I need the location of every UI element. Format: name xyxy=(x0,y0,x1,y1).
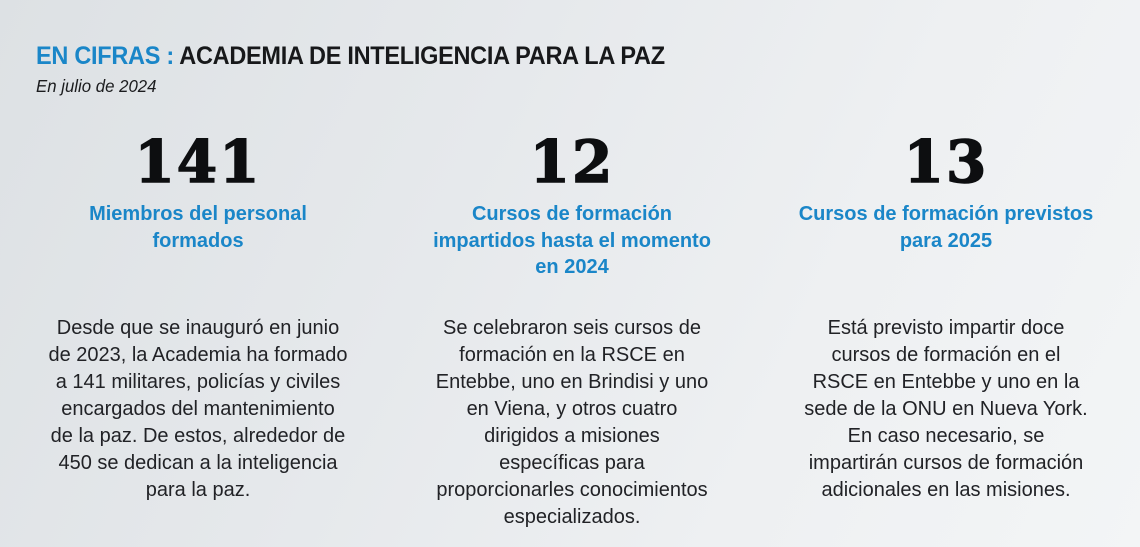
stat-description-line: En caso necesario, se xyxy=(847,425,1045,447)
stats-row xyxy=(0,128,1140,531)
stat-number: 12 xyxy=(529,128,615,196)
stat-description-line: de 2023, la Academia ha formado xyxy=(48,344,348,366)
stat-description-line: encargados del mantenimiento xyxy=(61,398,335,420)
stat-description-line: impartirán cursos de formación xyxy=(808,452,1084,474)
stat-heading-line: para 2025 xyxy=(899,229,993,252)
stat-description-line: específicas para xyxy=(499,452,645,474)
stat-heading-line: Cursos de formación xyxy=(471,203,673,225)
stat-description-line: RSCE en Entebbe y uno en la xyxy=(812,371,1080,393)
stat-description-line: cursos de formación en el xyxy=(831,344,1061,366)
stat-description-line: sede de la ONU en Nueva York. xyxy=(804,398,1088,420)
page-title-rest: ACADEMIA DE INTELIGENCIA PARA LA PAZ xyxy=(173,42,665,70)
stat-number: 13 xyxy=(903,128,989,196)
stat-description-line: de la paz. De estos, alrededor de xyxy=(50,425,346,447)
stat-heading xyxy=(394,201,750,305)
stat-description-line: para la paz. xyxy=(145,479,251,501)
stat-heading-line: en 2024 xyxy=(535,256,609,278)
page-header xyxy=(0,0,1140,97)
stat-description xyxy=(768,315,1124,504)
stat-card-personal-formado xyxy=(20,128,376,531)
stat-description-line: 450 se dedican a la inteligencia xyxy=(58,452,338,474)
stat-heading-line: Cursos de formación previstos xyxy=(798,203,1094,225)
stat-description xyxy=(20,315,376,504)
stat-description-line: formación en la RSCE en xyxy=(459,344,685,366)
stat-description xyxy=(394,315,750,531)
stat-description-line: en Viena, y otros cuatro xyxy=(466,398,678,420)
stat-card-cursos-2025 xyxy=(768,128,1124,531)
stat-description-line: proporcionarles conocimientos xyxy=(436,479,708,501)
stat-description-line: adicionales en las misiones. xyxy=(821,479,1071,501)
stat-description-line: a 141 militares, policías y civiles xyxy=(55,371,341,393)
stat-heading xyxy=(768,201,1124,305)
page-title-highlight: EN CIFRAS : xyxy=(36,42,174,70)
stat-heading xyxy=(20,201,376,305)
stat-description-line: Desde que se inauguró en junio xyxy=(56,317,340,339)
stat-number: 141 xyxy=(134,128,262,196)
page-subtitle: En julio de 2024 xyxy=(36,76,157,96)
page-title xyxy=(36,42,665,71)
stat-description-line: Entebbe, uno en Brindisi y uno xyxy=(435,371,709,393)
stat-card-cursos-2024 xyxy=(394,128,750,531)
stat-heading-line: impartidos hasta el momento xyxy=(433,229,711,252)
stat-heading-line: formados xyxy=(152,229,244,252)
stat-description-line: Se celebraron seis cursos de xyxy=(443,317,701,339)
stat-heading-line: Miembros del personal xyxy=(89,203,307,225)
stat-description-line: dirigidos a misiones xyxy=(484,425,660,447)
stat-description-line: Está previsto impartir doce xyxy=(827,317,1065,339)
stat-description-line: especializados. xyxy=(503,506,641,528)
